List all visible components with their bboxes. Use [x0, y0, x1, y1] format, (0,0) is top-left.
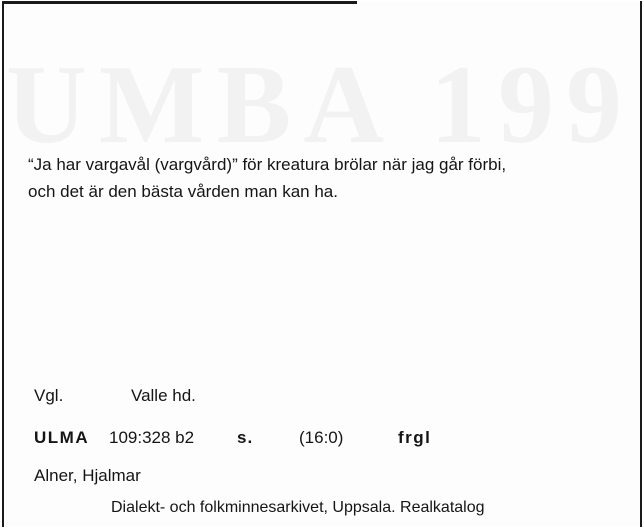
district-label: Valle hd. — [131, 386, 196, 405]
quote-line-2: och det är den bästa vården man kan ha. — [28, 182, 338, 201]
catalog-card — [2, 1, 642, 527]
informant-name: Alner, Hjalmar — [34, 466, 141, 485]
quote-line-1: “Ja har vargavål (vargvård)” för kreatura brölar när jag går förbi, — [28, 155, 507, 174]
archive-footer: Dialekt- och folkminnesarkivet, Uppsala. Realkatalog — [111, 499, 485, 516]
archive-code: ULMA — [34, 428, 90, 447]
quote-text — [28, 151, 628, 205]
location-row — [34, 386, 196, 406]
region-label: Vgl. — [34, 386, 64, 405]
record-number: 109:328 b2 — [109, 428, 195, 447]
reference-code: (16:0) — [299, 428, 344, 447]
category-code: frgl — [398, 428, 432, 447]
type-marker: s. — [237, 428, 254, 447]
archive-reference-row — [34, 428, 432, 448]
